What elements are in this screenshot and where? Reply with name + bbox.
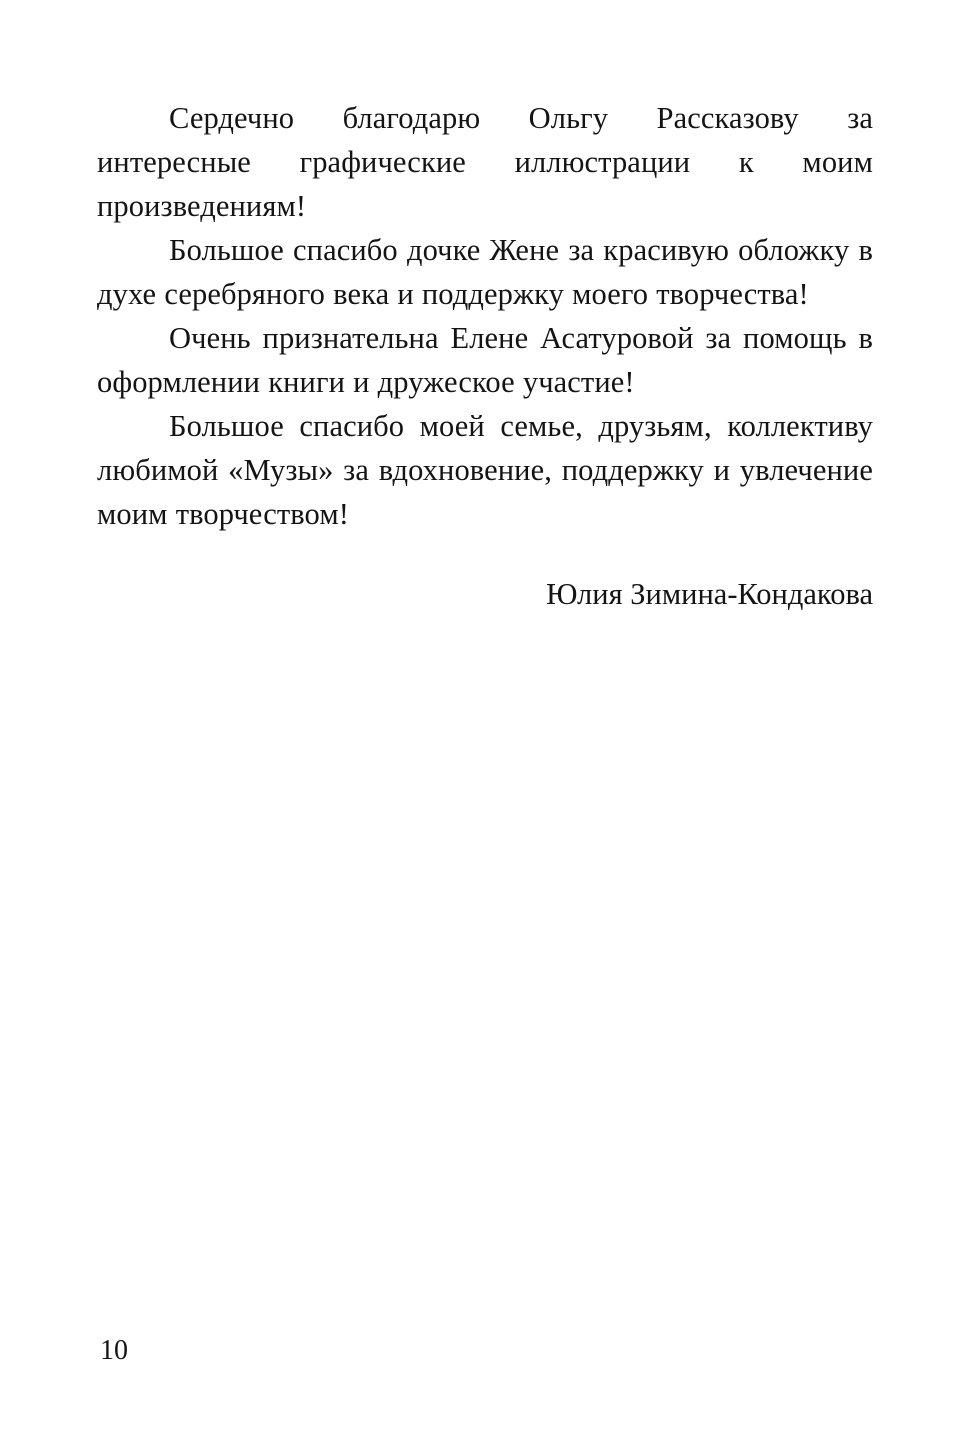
page-number: 10 xyxy=(100,1335,128,1366)
acknowledgements-text xyxy=(97,96,873,616)
paragraph-2: Большое спасибо дочке Жене за красивую обложку в духе серебряного века и поддержку моего творчества! xyxy=(97,233,873,311)
paragraph-1: Сердечно благодарю Ольгу Рассказову за интересные графические иллюстрации к моим произведениям! xyxy=(97,101,873,223)
paragraph-3: Очень признательна Елене Асатуровой за помощь в оформлении книги и дружеское участие! xyxy=(97,321,873,399)
author-signature: Юлия Зимина-Кондакова xyxy=(546,577,873,611)
paragraph-4: Большое спасибо моей семье, друзьям, коллективу любимой «Музы» за вдохновение, поддержку и увлечение моим творчеством! xyxy=(97,409,873,531)
